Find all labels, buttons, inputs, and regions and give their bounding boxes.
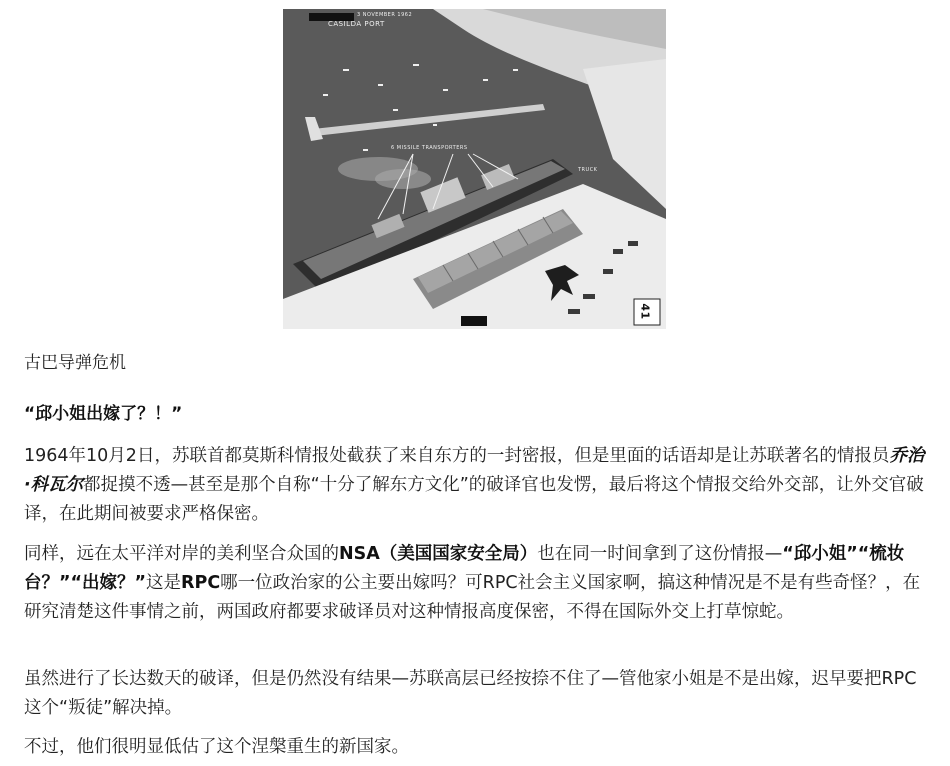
rpc-name: RPC: [181, 573, 221, 593]
photo-number-label: 41: [638, 303, 652, 320]
intercepted-phrases: “邱小姐”“梳妆台？”“出嫁？”: [24, 544, 905, 593]
paragraph-1-text-a: 1964年10月2日，苏联首都莫斯科情报处截获了来自东方的一封密报，但是里面的话语却是让苏联著名的情报员: [24, 446, 890, 466]
photo-transporters-label: 6 MISSILE TRANSPORTERS: [391, 145, 468, 151]
paragraph-1-text-b: 都捉摸不透—甚至是那个自称“十分了解东方文化”的破译官也发愣，最后将这个情报交给外交部，让外交官破译，在此期间被要求严格保密。: [24, 475, 924, 524]
image-caption: 古巴导弹危机: [24, 353, 126, 373]
paragraph-1: [24, 442, 929, 529]
photo-truck-label: TRUCK: [578, 167, 598, 173]
nsa-name: NSA（美国国家安全局）: [339, 544, 538, 564]
paragraph-3: 虽然进行了长达数天的破译，但是仍然没有结果—苏联高层已经按捺不住了—管他家小姐是不是出嫁，迟早要把RPC这个“叛徒”解决掉。: [24, 669, 917, 718]
cuban-missile-crisis-aerial-photo: [283, 9, 666, 329]
photo-date-label: 3 NOVEMBER 1962: [357, 12, 413, 18]
paragraph-2: [24, 540, 929, 627]
paragraph-2-text-b: 也在同一时间拿到了这份情报—: [537, 544, 783, 564]
paragraph-2-text-d: 哪一位政治家的公主要出嫁吗？可RPC社会主义国家啊，搞这种情况是不是有些奇怪？，在研究清楚这件事情之前，两国政府都要求破译员对这种情报高度保密，不得在国际外交上打草惊蛇。: [24, 573, 921, 622]
paragraph-2-text-a: 同样，远在太平洋对岸的美利坚合众国的: [24, 544, 339, 564]
section-heading: “邱小姐出嫁了？！”: [24, 404, 183, 424]
paragraph-2-text-c: 这是: [146, 573, 182, 593]
photo-port-label: CASILDA PORT: [328, 20, 385, 28]
person-name-george-koval: 乔治·科瓦尔: [24, 446, 925, 495]
aerial-photo-artwork: [283, 9, 666, 329]
paragraph-4: 不过，他们很明显低估了这个涅槃重生的新国家。: [24, 737, 409, 757]
